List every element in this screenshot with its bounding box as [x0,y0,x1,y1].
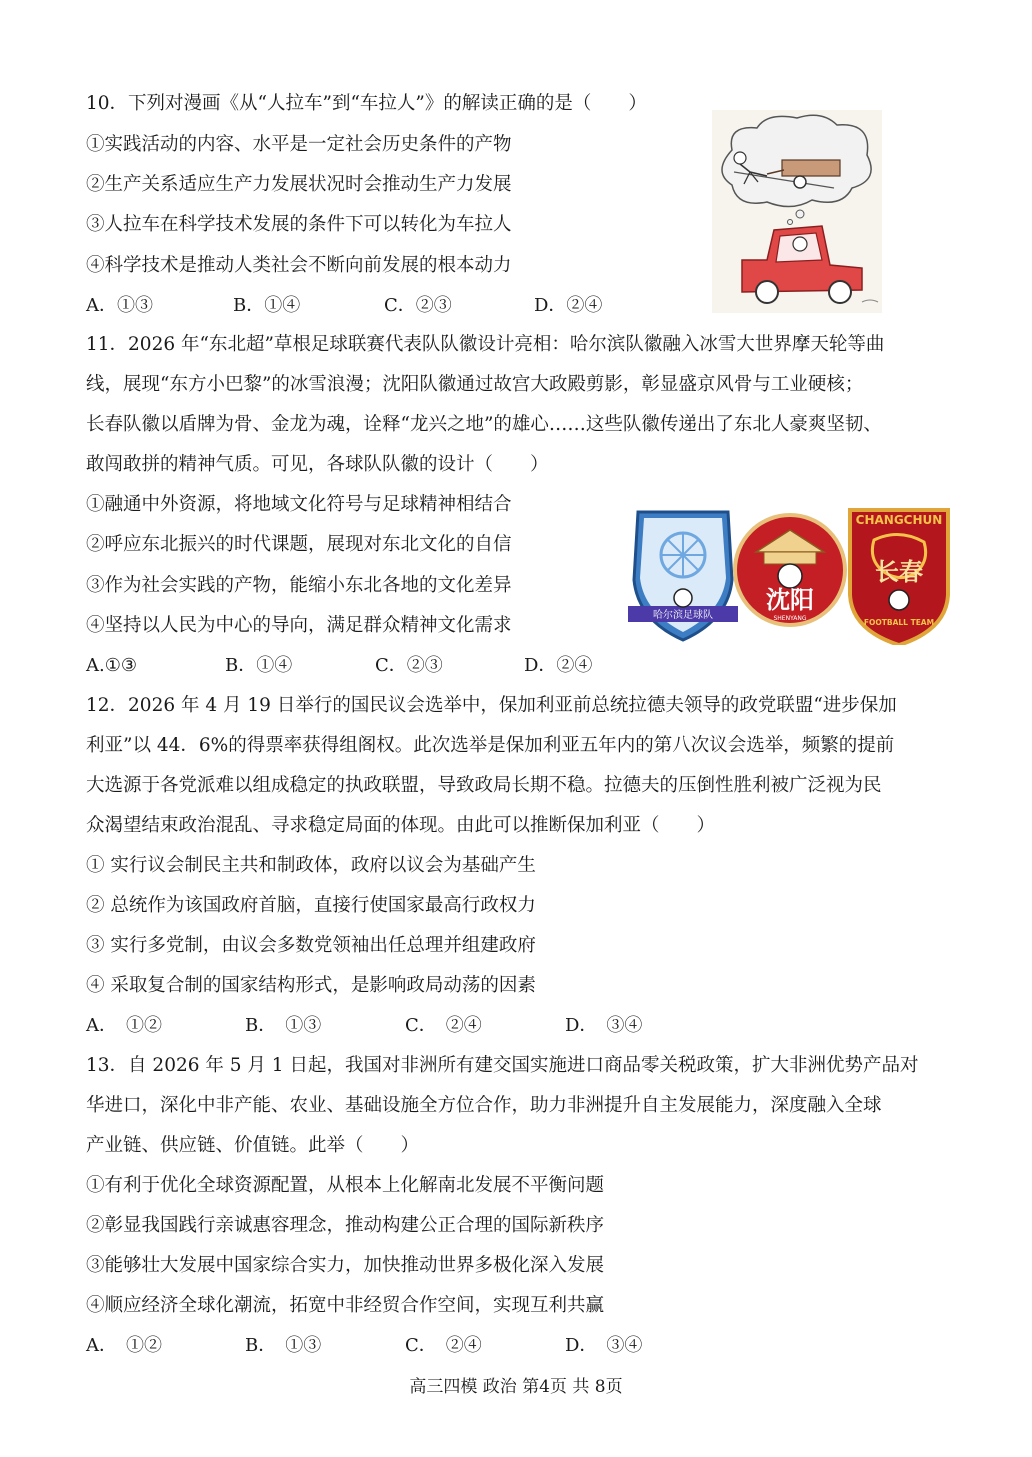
q13-item-3: ③能够壮大发展中国家综合实力，加快推动世界多极化深入发展 [86,1255,605,1276]
changchun-badge-top: CHANGCHUN [855,513,943,527]
harbin-badge-text: 哈尔滨足球队 [653,610,713,621]
q11-option-a: A.①③ [86,655,137,676]
q11-option-b: B．①④ [225,655,293,676]
shenyang-badge [735,515,845,625]
q10-item-4: ④科学技术是推动人类社会不断向前发展的根本动力 [86,255,512,276]
q12-option-d: D． ③④ [565,1015,643,1036]
shenyang-badge-text: 沈阳 [766,586,814,614]
q11-option-d: D．②④ [524,655,593,676]
q13-item-2: ②彰显我国践行亲诚惠容理念，推动构建公正合理的国际新秩序 [86,1215,605,1236]
cartoon-illustration [712,110,882,313]
q13-stem-line-1: 13．自 2026 年 5 月 1 日起，我国对非洲所有建交国实施进口商品零关税政策，扩大非洲优势产品对 [86,1055,919,1076]
q13-option-d: D． ③④ [565,1335,643,1356]
q11-option-c: C．②③ [375,655,443,676]
q12-stem-line-3: 大选源于各党派难以组成稳定的执政联盟，导致政局长期不稳。拉德夫的压倒性胜利被广泛视为民 [86,775,882,796]
changchun-badge-bottom: FOOTBALL TEAM [863,618,935,627]
q12-option-b: B． ①③ [245,1015,322,1036]
q11-stem-line-1: 11．2026 年“东北超”草根足球联赛代表队队徽设计亮相：哈尔滨队徽融入冰雪大世界摩天轮等曲 [86,334,885,355]
q11-item-2: ②呼应东北振兴的时代课题，展现对东北文化的自信 [86,534,512,555]
q12-stem-line-2: 利亚”以 44．6%的得票率获得组阁权。此次选举是保加利亚五年内的第八次议会选举，频繁的提前 [86,735,895,756]
q13-stem-line-2: 华进口，深化中非产能、农业、基础设施全方位合作，助力非洲提升自主发展能力，深度融入全球 [86,1095,882,1116]
q12-stem-line-1: 12．2026 年 4 月 19 日举行的国民议会选举中，保加利亚前总统拉德夫领导的政党联盟“进步保加 [86,695,897,716]
q12-stem-line-4: 众渴望结束政治混乱、寻求稳定局面的体现。由此可以推断保加利亚（ ） [86,815,716,836]
changchun-badge [850,510,948,645]
q12-item-2: ② 总统作为该国政府首脑，直接行使国家最高行政权力 [86,895,536,916]
q13-option-a: A． ①② [86,1335,162,1356]
shenyang-badge-en: SHENYANG [773,615,807,622]
q10-option-d: D．②④ [534,295,603,316]
q11-stem-line-3: 长春队徽以盾牌为骨、金龙为魂，诠释“龙兴之地”的雄心……这些队徽传递出了东北人豪爽坚韧、 [86,414,882,435]
q13-item-1: ①有利于优化全球资源配置，从根本上化解南北发展不平衡问题 [86,1175,605,1196]
q10-item-1: ①实践活动的内容、水平是一定社会历史条件的产物 [86,134,512,155]
q12-option-c: C． ②④ [405,1015,482,1036]
changchun-badge-text: 长春 [875,558,923,586]
page-footer: 高三四模 政治 第4页 共 8页 [409,1377,623,1397]
q12-item-1: ① 实行议会制民主共和制政体，政府以议会为基础产生 [86,855,536,876]
q12-option-a: A． ①② [86,1015,162,1036]
team-badges [628,500,953,645]
q12-item-3: ③ 实行多党制，由议会多数党领袖出任总理并组建政府 [86,935,536,956]
q13-option-c: C． ②④ [405,1335,482,1356]
q11-stem-line-4: 敢闯敢拼的精神气质。可见，各球队队徽的设计（ ） [86,454,549,475]
q11-item-3: ③作为社会实践的产物，能缩小东北各地的文化差异 [86,575,512,596]
q10-stem: 10．下列对漫画《从“人拉车”到“车拉人”》的解读正确的是（ ） [86,93,647,114]
harbin-badge [628,512,738,640]
q10-item-3: ③人拉车在科学技术发展的条件下可以转化为车拉人 [86,214,512,235]
q10-item-2: ②生产关系适应生产力发展状况时会推动生产力发展 [86,174,512,195]
q10-option-a: A．①③ [86,295,153,316]
q10-option-c: C．②③ [384,295,452,316]
q11-item-4: ④坚持以人民为中心的导向，满足群众精神文化需求 [86,615,512,636]
q11-item-1: ①融通中外资源，将地域文化符号与足球精神相结合 [86,494,512,515]
q12-item-4: ④ 采取复合制的国家结构形式，是影响政局动荡的因素 [86,975,536,996]
q11-stem-line-2: 线，展现“东方小巴黎”的冰雪浪漫；沈阳队徽通过故宫大政殿剪影，彰显盛京风骨与工业硬核； [86,374,864,395]
q13-option-b: B． ①③ [245,1335,322,1356]
q10-option-b: B．①④ [233,295,301,316]
q13-item-4: ④顺应经济全球化潮流，拓宽中非经贸合作空间，实现互利共赢 [86,1295,605,1316]
q13-stem-line-3: 产业链、供应链、价值链。此举（ ） [86,1135,420,1156]
